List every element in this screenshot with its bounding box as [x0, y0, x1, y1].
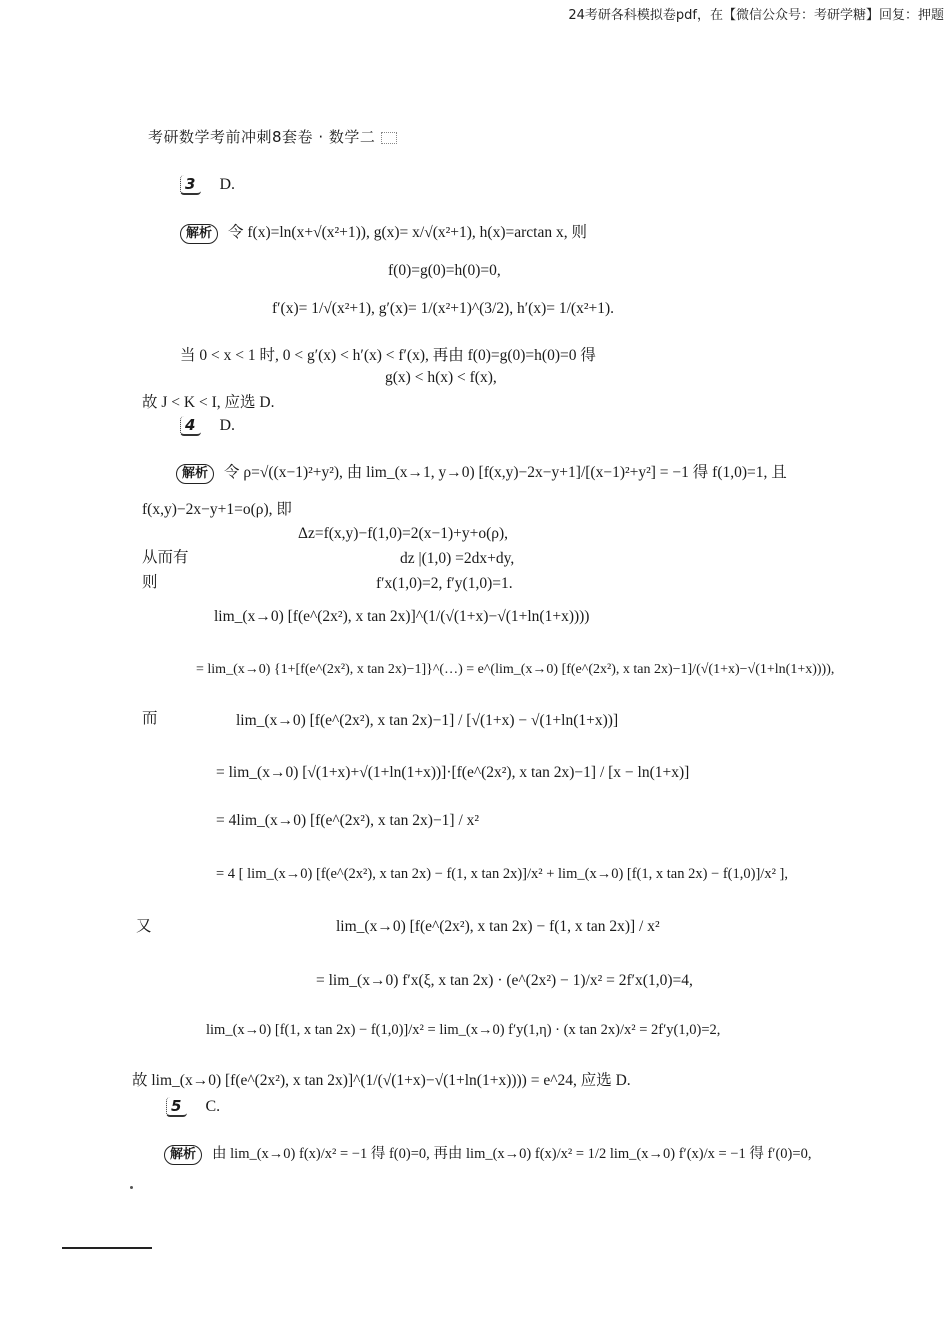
q3-answer: D.: [219, 176, 235, 193]
q4-line-5-label: 则: [142, 574, 158, 591]
q3-line-5: g(x) < h(x) < f(x),: [385, 369, 497, 386]
q4-number: 4: [180, 416, 201, 436]
q4-line-15: 故 lim_(x→0) [f(e^(2x²), x tan 2x)]^(1/(√(1+x)−√(1+ln(1+x)))) = e^24, 应选 D.: [132, 1072, 631, 1089]
q4-line-4-label: 从而有: [142, 549, 189, 566]
q3-line-4: 当 0 < x < 1 时, 0 < g′(x) < h′(x) < f′(x), 再由 f(0)=g(0)=h(0)=0 得: [180, 347, 596, 364]
q4-line-13: = lim_(x→0) f′x(ξ, x tan 2x) · (e^(2x²) − 1)/x² = 2f′x(1,0)=4,: [316, 972, 693, 989]
q4-line-8-label: 而: [142, 710, 158, 727]
q3-line-1: [180, 220, 587, 244]
q4-line-3: Δz=f(x,y)−f(1,0)=2(x−1)+y+o(ρ),: [298, 525, 509, 542]
q4-line-11: = 4 [ lim_(x→0) [f(e^(2x²), x tan 2x) − f(1, x tan 2x)]/x² + lim_(x→0) [f(1, x tan 2x) − f(1,0)]/x² ],: [216, 866, 788, 882]
q3-heading: [180, 174, 235, 195]
q4-analysis-tag: 解析: [176, 464, 214, 484]
q4-line-9: = lim_(x→0) [√(1+x)+√(1+ln(1+x))]·[f(e^(2x²), x tan 2x)−1] / [x − ln(1+x)]: [216, 764, 690, 781]
q4-line-2: f(x,y)−2x−y+1=o(ρ), 即: [142, 501, 292, 518]
q5-heading: [166, 1096, 220, 1117]
q5-analysis-tag: 解析: [164, 1145, 202, 1165]
q4-line-6: lim_(x→0) [f(e^(2x²), x tan 2x)]^(1/(√(1+x)−√(1+ln(1+x)))): [214, 608, 590, 625]
q3-line-6: 故 J < K < I, 应选 D.: [142, 394, 275, 411]
q4-line-5: f′x(1,0)=2, f′y(1,0)=1.: [376, 575, 513, 592]
q4-line-12-label: 又: [136, 918, 152, 935]
stamp-icon: [381, 132, 397, 144]
q4-heading: [180, 415, 235, 436]
scan-speck: [130, 1186, 133, 1189]
q5-number: 5: [166, 1097, 187, 1117]
q3-line-2: f(0)=g(0)=h(0)=0,: [388, 262, 501, 279]
q4-line-7: = lim_(x→0) {1+[f(e^(2x²), x tan 2x)−1]}^(…) = e^(lim_(x→0) [f(e^(2x²), x tan 2x)−1]/(√(1+x)−√(1+ln(1+x)))),: [196, 662, 835, 677]
footnote-rule: [62, 1247, 152, 1249]
header-title: 考研数学考前冲刺8套卷 · 数学二: [148, 128, 376, 146]
q5-answer: C.: [205, 1098, 221, 1115]
q3-analysis-tag: 解析: [180, 224, 218, 244]
q3-text-1: 令 f(x)=ln(x+√(x²+1)), g(x)= x/√(x²+1), h(x)=arctan x, 则: [228, 224, 587, 241]
q4-line-8: lim_(x→0) [f(e^(2x²), x tan 2x)−1] / [√(1+x) − √(1+ln(1+x))]: [236, 712, 619, 729]
q4-line-10: = 4lim_(x→0) [f(e^(2x²), x tan 2x)−1] / x²: [216, 812, 480, 829]
q4-text-1: 令 ρ=√((x−1)²+y²), 由 lim_(x→1, y→0) [f(x,y)−2x−y+1]/[(x−1)²+y²] = −1 得 f(1,0)=1, 且: [224, 464, 787, 481]
q3-number: 3: [180, 175, 201, 195]
q4-line-1: [176, 460, 787, 484]
q4-line-4: dz |(1,0) =2dx+dy,: [400, 550, 515, 567]
q5-text-1: 由 lim_(x→0) f(x)/x² = −1 得 f(0)=0, 再由 lim_(x→0) f(x)/x² = 1/2 lim_(x→0) f′(x)/x = −1 得 f′(0)=0,: [212, 1146, 812, 1162]
top-note: 24考研各科模拟卷pdf，在【微信公众号：考研学糖】回复：押题: [568, 8, 944, 23]
q5-line-1: [164, 1142, 811, 1165]
q4-answer: D.: [219, 417, 235, 434]
q3-line-3: f′(x)= 1/√(x²+1), g′(x)= 1/(x²+1)^(3/2), h′(x)= 1/(x²+1).: [272, 300, 614, 317]
q4-line-14: lim_(x→0) [f(1, x tan 2x) − f(1,0)]/x² = lim_(x→0) f′y(1,η) · (x tan 2x)/x² = 2f′y(1,0)=2,: [206, 1022, 721, 1038]
page-header: [148, 126, 397, 147]
q4-line-12: lim_(x→0) [f(e^(2x²), x tan 2x) − f(1, x tan 2x)] / x²: [336, 918, 660, 935]
